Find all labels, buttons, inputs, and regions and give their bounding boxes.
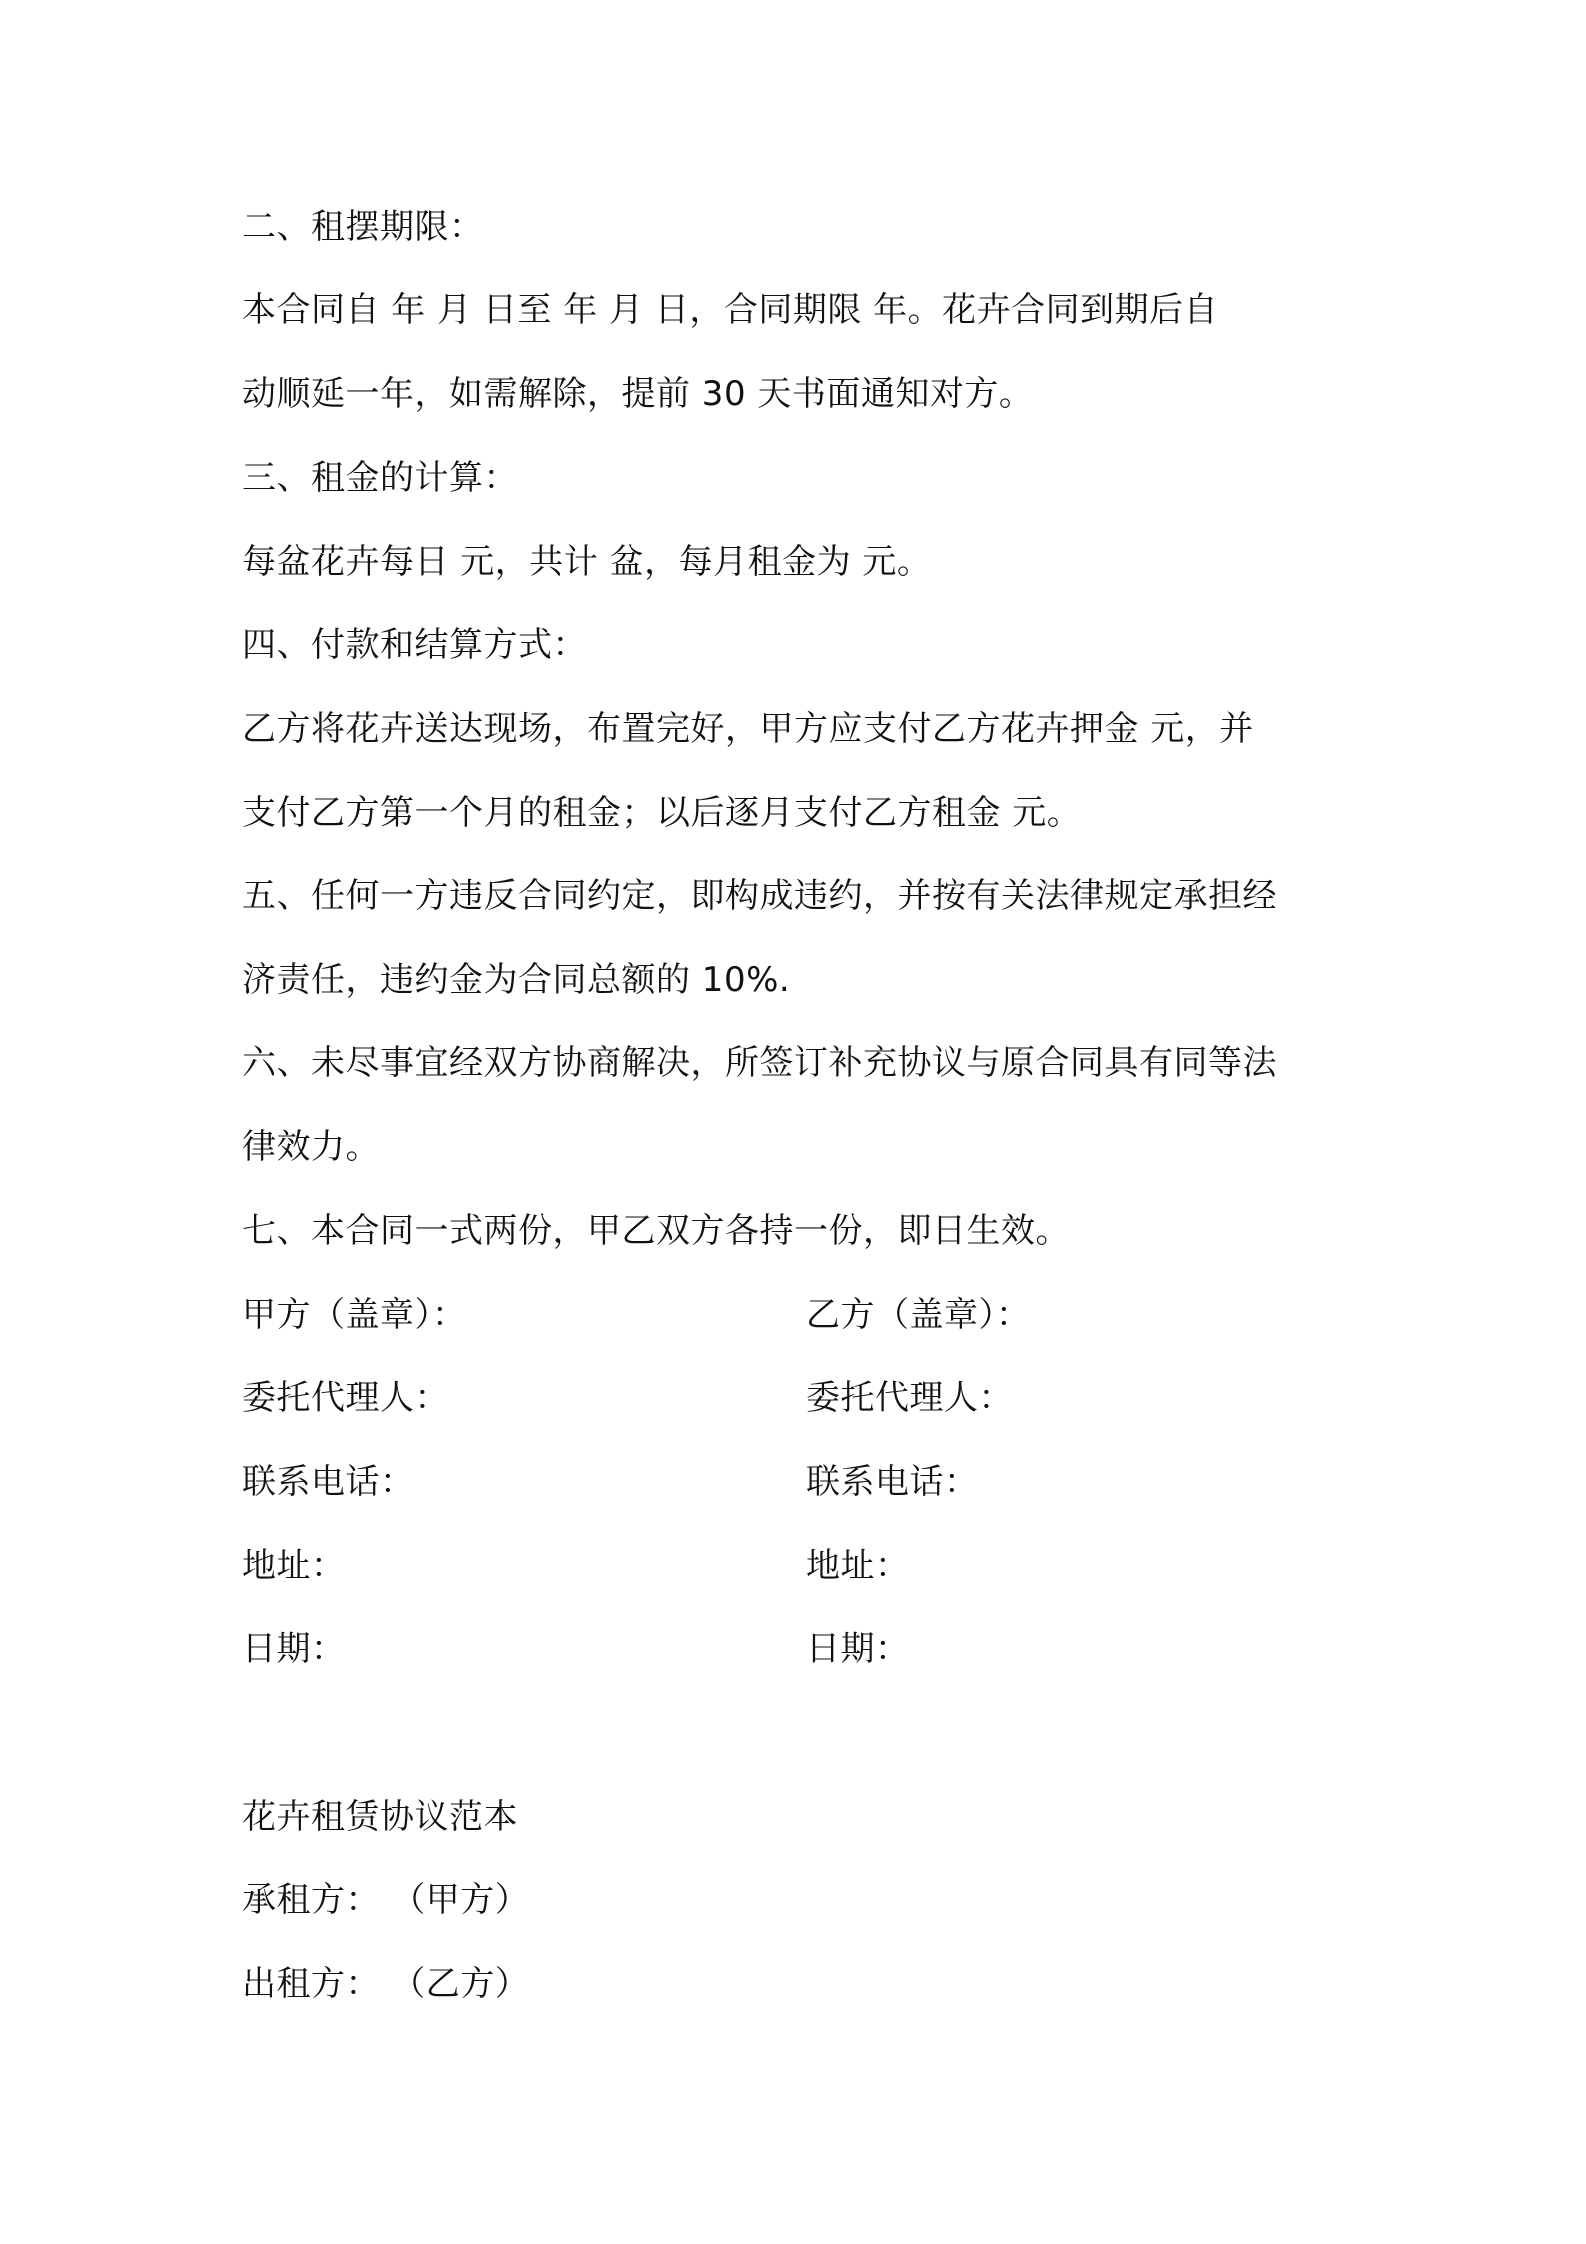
payment-heading: 四、付款和结算方式： [242,625,587,665]
party-a-address-label: 地址： [242,1546,346,1586]
term-body-line-1: 本合同自 年 月 日至 年 月 日，合同期限 年。花卉合同到期后自 [242,290,1219,330]
supplement-clause-line-1: 六、未尽事宜经双方协商解决，所签订补充协议与原合同具有同等法 [242,1043,1277,1083]
payment-body-line-1: 乙方将花卉送达现场，布置完好，甲方应支付乙方花卉押金 元，并 [242,709,1254,749]
copies-clause: 七、本合同一式两份，甲乙双方各持一份，即日生效。 [242,1211,1070,1251]
party-b-date-label: 日期： [806,1629,910,1669]
supplement-clause-line-2: 律效力。 [242,1127,380,1167]
breach-clause-line-2: 济责任，违约金为合同总额的 10%. [242,960,791,1000]
party-a-seal-label: 甲方（盖章）： [242,1295,467,1335]
breach-clause-line-1: 五、任何一方违反合同约定，即构成违约，并按有关法律规定承担经 [242,876,1277,916]
lessor-line: 出租方： （乙方） [242,1964,530,2004]
party-b-seal-label: 乙方（盖章）： [806,1295,1031,1335]
payment-body-line-2: 支付乙方第一个月的租金；以后逐月支付乙方租金 元。 [242,793,1082,833]
party-a-agent-label: 委托代理人： [242,1378,449,1418]
term-heading: 二、租摆期限： [242,207,484,247]
lessee-line: 承租方： （甲方） [242,1880,530,1920]
party-a-phone-label: 联系电话： [242,1462,415,1502]
template-title: 花卉租赁协议范本 [242,1797,518,1837]
rent-heading: 三、租金的计算： [242,458,518,498]
term-body-line-2: 动顺延一年，如需解除，提前 30 天书面通知对方。 [242,374,1034,414]
rent-body: 每盆花卉每日 元，共计 盆，每月租金为 元。 [242,542,932,582]
party-b-address-label: 地址： [806,1546,910,1586]
party-a-date-label: 日期： [242,1629,346,1669]
party-b-phone-label: 联系电话： [806,1462,979,1502]
party-b-agent-label: 委托代理人： [806,1378,1013,1418]
